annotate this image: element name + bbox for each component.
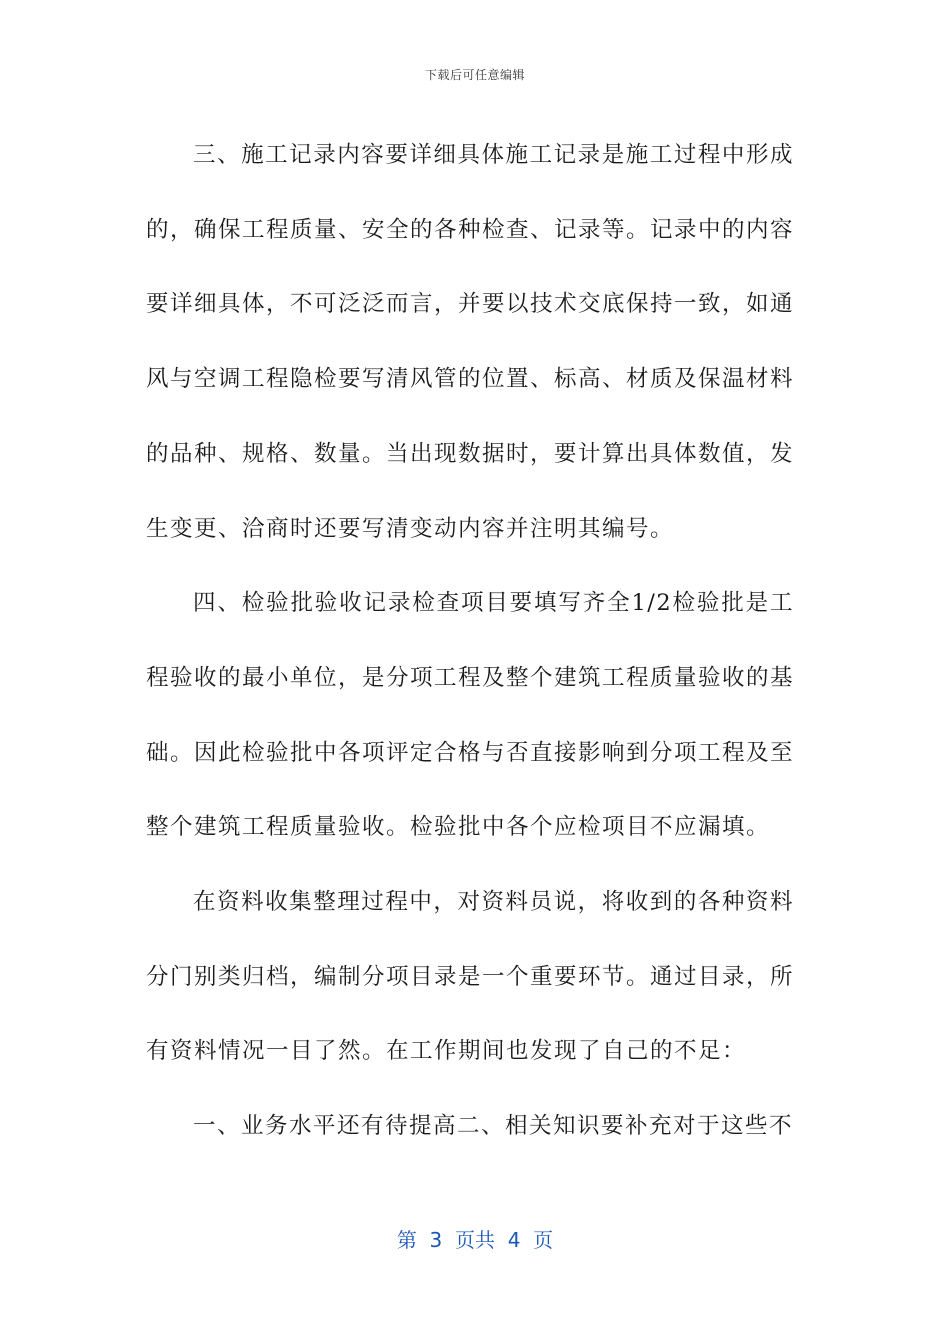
page-number-footer: 第 3 页共 4 页 bbox=[396, 1228, 554, 1252]
paragraph-shortcomings: 一、业务水平还有待提高二、相关知识要补充对于这些不 bbox=[193, 1113, 794, 1140]
paragraph-construction-records: 三、施工记录内容要详细具体施工记录是施工过程中形成的，确保工程质量、安全的各种检查、记录等。记录中的内容要详细具体，不可泛泛而言，并要以技术交底保持一致，如通风与空调工程隐检要写清风管的位置、标高、材质及保温材料的品种、规格、数量。当出现数据时，要计算出具体数值，发生变更、洽商时还要写清变动内容并注明其编号。 bbox=[146, 142, 795, 542]
header-note: 下载后可任意编辑 bbox=[424, 68, 525, 82]
document-body bbox=[146, 118, 794, 1164]
paragraph-inspection-batch: 四、检验批验收记录检查项目要填写齐全1/2检验批是工程验收的最小单位，是分项工程及整个建筑工程质量验收的基础。因此检验批中各项评定合格与否直接影响到分项工程及至整个建筑工程质量验收。检验批中各个应检项目不应漏填。 bbox=[146, 590, 795, 841]
paragraph-archiving: 在资料收集整理过程中，对资料员说，将收到的各种资料分门别类归档，编制分项目录是一个重要环节。通过目录，所有资料情况一目了然。在工作期间也发现了自己的不足： bbox=[146, 889, 795, 1065]
